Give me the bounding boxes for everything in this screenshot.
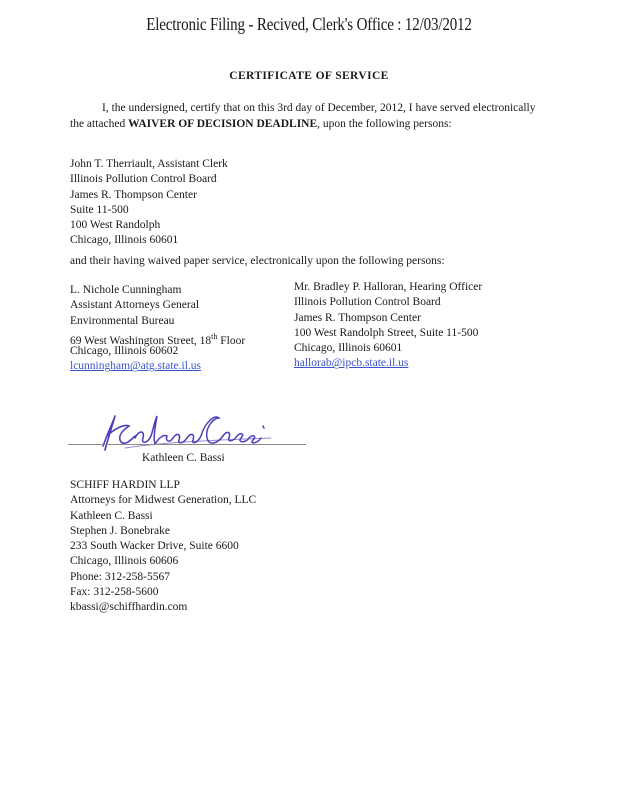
address-line: 100 West Randolph — [70, 219, 161, 232]
firm-line: 233 South Wacker Drive, Suite 6600 — [70, 540, 239, 553]
address-line: Chicago, Illinois 60601 — [294, 342, 403, 355]
firm-phone: Phone: 312-258-5567 — [70, 570, 170, 583]
firm-block — [70, 478, 256, 616]
filing-stamp: Electronic Filing - Recived, Clerk's Office : 12/03/2012 — [146, 14, 472, 34]
right-recipient-block — [294, 280, 482, 372]
document-title: CERTIFICATE OF SERVICE — [229, 70, 389, 82]
address-line: James R. Thompson Center — [70, 188, 197, 201]
signature-line — [68, 444, 306, 445]
recipient-name: Mr. Bradley P. Halloran, Hearing Officer — [294, 281, 483, 293]
intro-paragraph — [70, 101, 540, 132]
address-line: 100 West Randolph Street, Suite 11-500 — [294, 326, 479, 339]
address-line: Chicago, Illinois 60601 — [70, 234, 179, 247]
left-recipient-block — [70, 283, 245, 375]
address-line: Assistant Attorneys General — [70, 299, 200, 312]
handwritten-signature — [95, 408, 275, 456]
recipient-name: L. Nichole Cunningham — [70, 284, 182, 296]
street-line: 69 West Washington Street, 18th Floor — [70, 331, 246, 347]
address-line: Environmental Bureau — [70, 314, 175, 327]
email-link[interactable]: lcunningham@atg.state.il.us — [70, 360, 201, 373]
firm-line: Chicago, Illinois 60606 — [70, 555, 179, 568]
firm-email: kbassi@schiffhardin.com — [70, 601, 188, 614]
signature-name: Kathleen C. Bassi — [142, 452, 225, 464]
address-line: Illinois Pollution Control Board — [70, 173, 217, 186]
waived-service-text: and their having waived paper service, electronically upon the following persons: — [70, 255, 445, 267]
firm-line: Stephen J. Bonebrake — [70, 524, 170, 537]
intro-text-before: I, the undersigned, certify that on this 3rd day of December, 2012, I have served electronically the attached — [70, 102, 536, 130]
address-line: Suite 11-500 — [70, 203, 129, 216]
firm-line: Kathleen C. Bassi — [70, 509, 153, 522]
intro-document-name: WAIVER OF DECISION DEADLINE — [128, 117, 318, 130]
address-line: Illinois Pollution Control Board — [294, 296, 441, 309]
firm-line: Attorneys for Midwest Generation, LLC — [70, 494, 257, 507]
email-link[interactable]: hallorab@ipcb.state.il.us — [294, 357, 409, 370]
primary-recipient-block — [70, 157, 228, 249]
address-line: John T. Therriault, Assistant Clerk — [70, 158, 228, 170]
intro-text-after: , upon the following persons: — [317, 117, 452, 130]
address-line: James R. Thompson Center — [294, 311, 421, 324]
address-line: Chicago, Illinois 60602 — [70, 345, 179, 358]
firm-fax: Fax: 312-258-5600 — [70, 586, 159, 599]
firm-name: SCHIFF HARDIN LLP — [70, 479, 180, 491]
